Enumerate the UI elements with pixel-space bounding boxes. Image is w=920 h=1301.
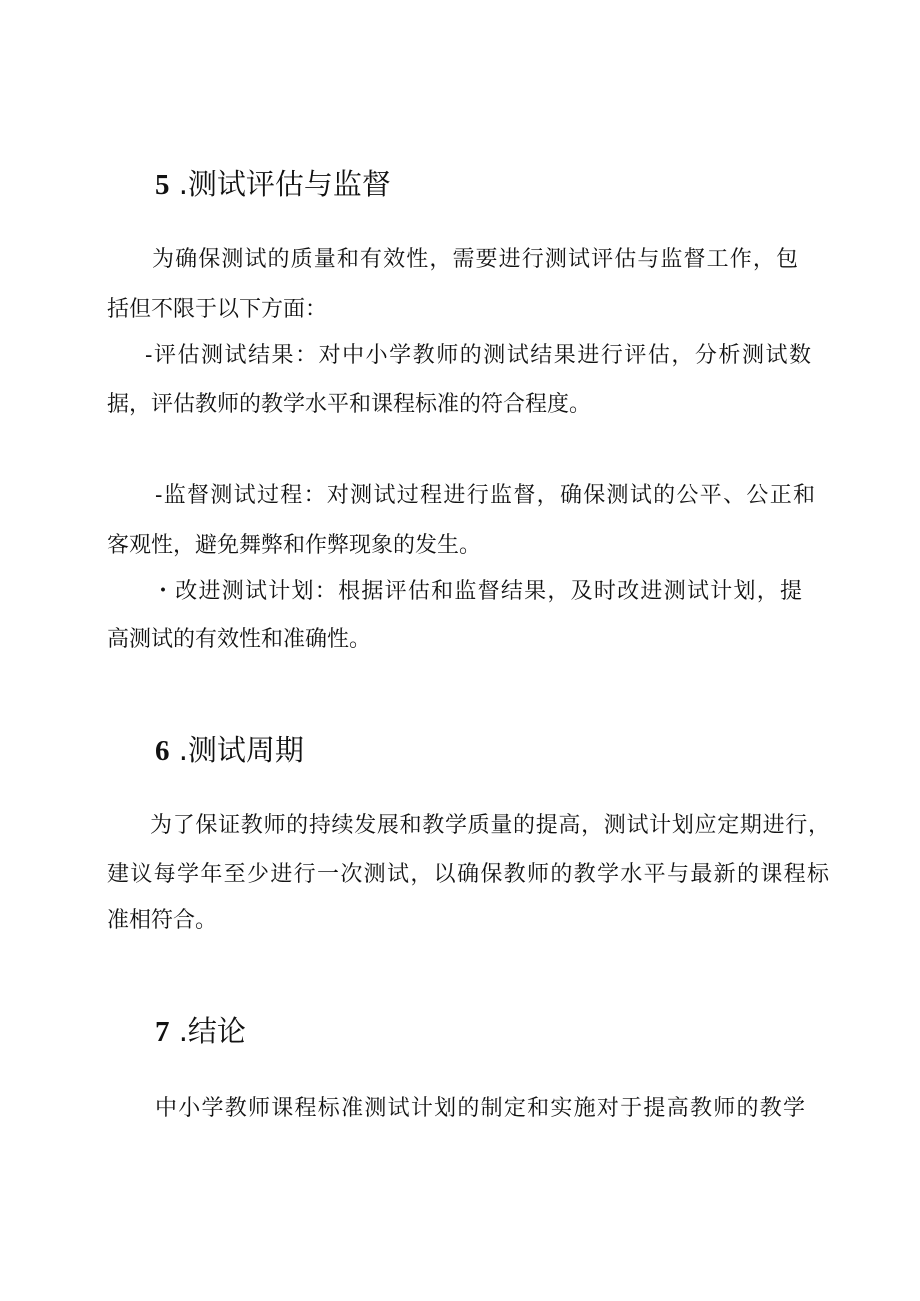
section-6-number: 6 <box>155 735 170 767</box>
section-7-number: 7 <box>155 1016 170 1048</box>
section-5-item-2-line-2: 客观性，避免舞弊和作弊现象的发生。 <box>107 533 482 558</box>
section-6-title: .测试周期 <box>178 733 304 767</box>
section-7-heading <box>155 1012 246 1051</box>
section-5-item-3-line-1: ・改进测试计划：根据评估和监督结果，及时改进测试计划，提 <box>152 579 802 604</box>
section-6-body-line-2: 建议每学年至少进行一次测试，以确保教师的教学水平与最新的课程标 <box>107 862 829 887</box>
section-7-title: .结论 <box>178 1014 246 1048</box>
section-7-body-line-1: 中小学教师课程标准测试计划的制定和实施对于提高教师的教学 <box>155 1096 805 1121</box>
section-5-item-3-line-2: 高测试的有效性和准确性。 <box>107 627 372 652</box>
section-5-item-2-line-1: -监督测试过程：对测试过程进行监督，确保测试的公平、公正和 <box>155 483 815 508</box>
section-6-heading <box>155 731 304 770</box>
section-5-item-1-line-1: -评估测试结果：对中小学教师的测试结果进行评估，分析测试数 <box>145 343 811 368</box>
section-5-intro-line-1: 为确保测试的质量和有效性，需要进行测试评估与监督工作，包 <box>152 247 798 272</box>
section-5-heading <box>155 165 391 204</box>
section-6-body-line-1: 为了保证教师的持续发展和教学质量的提高，测试计划应定期进行， <box>150 813 830 838</box>
section-5-title: .测试评估与监督 <box>178 167 391 201</box>
section-6-body-line-3: 准相符合。 <box>107 908 218 933</box>
section-5-intro-line-2: 括但不限于以下方面： <box>107 297 328 322</box>
section-5-item-1-line-2: 据，评估教师的教学水平和课程标准的符合程度。 <box>107 392 592 417</box>
section-5-number: 5 <box>155 169 170 201</box>
